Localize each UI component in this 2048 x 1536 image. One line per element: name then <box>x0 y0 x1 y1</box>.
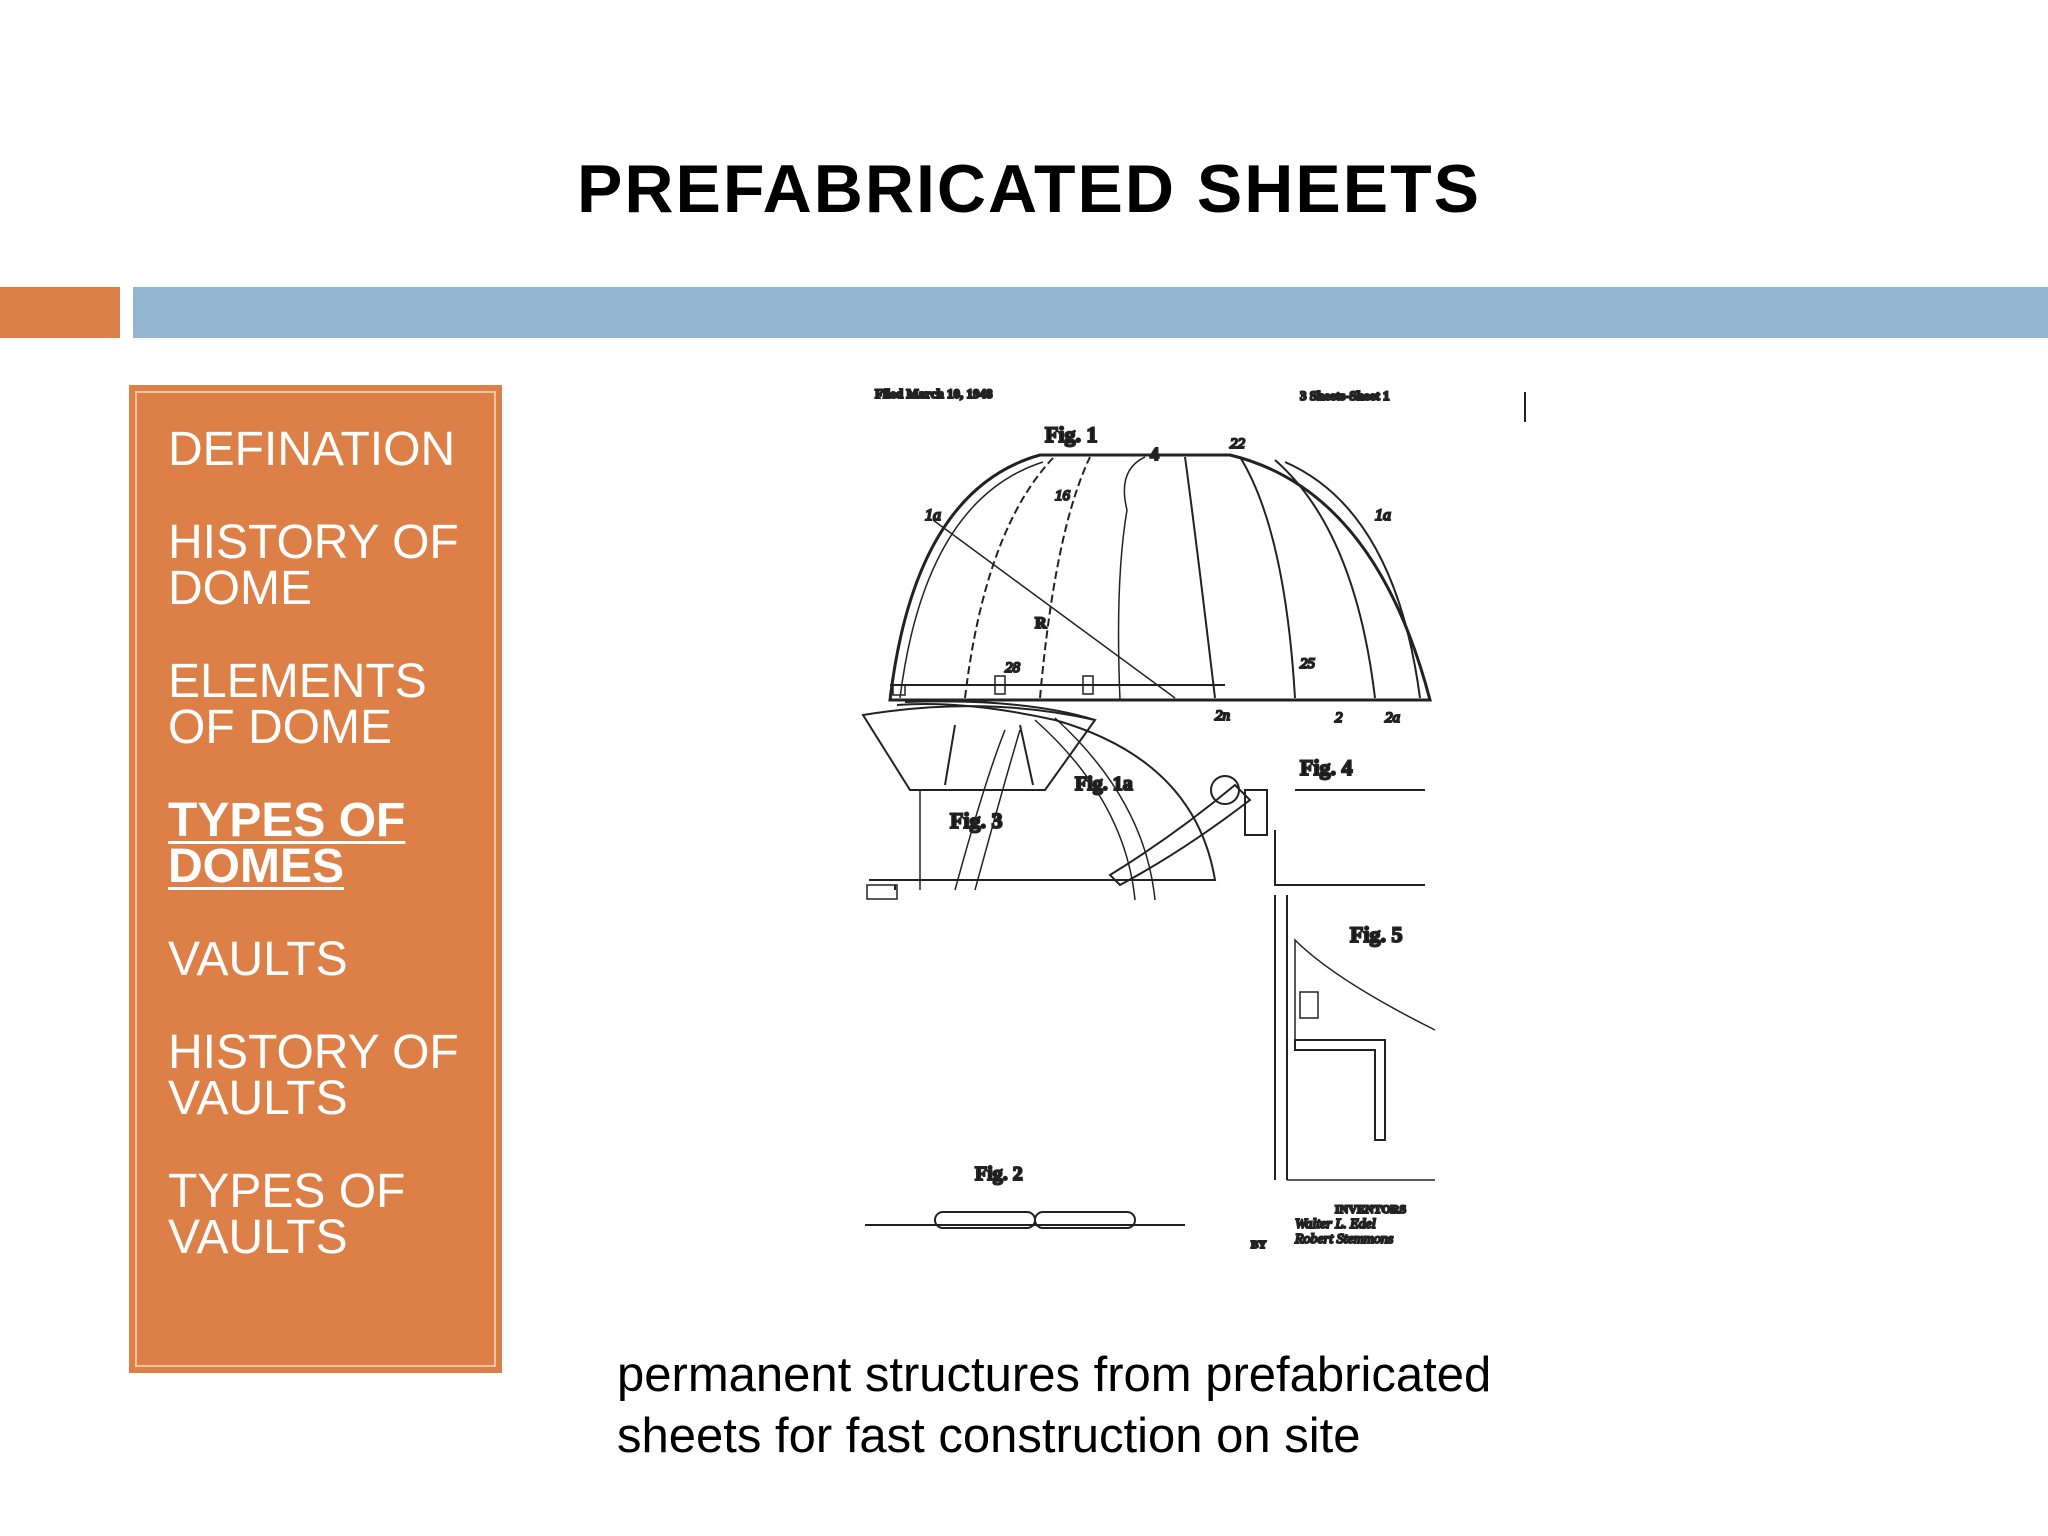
ref-number: 1a <box>1375 507 1391 524</box>
nav-item-defination[interactable] <box>168 423 488 476</box>
fig1-dome-elevation <box>890 455 1430 700</box>
ref-number: 28 <box>1005 660 1020 676</box>
slide-caption <box>617 1345 1597 1467</box>
fig1a-section <box>863 706 1095 790</box>
nav-item-label: OF DOME <box>168 701 392 754</box>
fig5-label: Fig. 5 <box>1350 922 1403 947</box>
ref-number: R <box>1035 615 1047 632</box>
ref-number: 22 <box>1230 436 1245 452</box>
nav-item-vaults[interactable] <box>168 933 488 986</box>
nav-item-label: HISTORY OF <box>168 1026 459 1079</box>
fig1a-label: Fig. 1a <box>1075 773 1133 795</box>
nav-item-label: VAULTS <box>168 933 348 986</box>
patent-header-right: 3 Sheets-Sheet 1 <box>1300 388 1390 403</box>
sidebar-nav <box>168 423 488 1308</box>
sidebar-nav-panel <box>131 387 500 1371</box>
nav-item-types-of-domes[interactable] <box>168 794 488 893</box>
inventor-2: Robert Stemmons <box>1295 1232 1394 1247</box>
nav-item-label: TYPES OF <box>168 794 406 847</box>
fig4-detail <box>1110 776 1425 885</box>
ref-number: 16 <box>1055 488 1070 504</box>
inventors-label: INVENTORS <box>1335 1202 1407 1216</box>
nav-item-label: DOMES <box>168 840 345 893</box>
fig3-label: Fig. 3 <box>950 808 1003 833</box>
ref-number: 2n <box>1215 708 1230 724</box>
ref-number: 4 <box>1150 444 1159 464</box>
inventor-1: Walter L. Edel <box>1295 1217 1376 1232</box>
ref-number: 1a <box>925 507 941 524</box>
caption-line-2: sheets for fast construction on site <box>617 1409 1361 1463</box>
nav-item-label: DOME <box>168 562 312 615</box>
nav-item-label: HISTORY OF <box>168 516 459 569</box>
patent-header-left: Filed March 10, 1948 <box>875 386 993 401</box>
nav-item-history-of-vaults[interactable] <box>168 1026 488 1125</box>
nav-item-label: VAULTS <box>168 1072 348 1125</box>
nav-item-elements-of-dome[interactable] <box>168 655 488 754</box>
fig1-label: Fig. 1 <box>1045 422 1098 447</box>
nav-item-history-of-dome[interactable] <box>168 516 488 615</box>
fig2-detail <box>865 1212 1185 1228</box>
patent-drawing <box>855 380 1535 1260</box>
fig4-label: Fig. 4 <box>1300 755 1353 780</box>
fig2-label: Fig. 2 <box>975 1163 1023 1185</box>
ref-number: 25 <box>1300 656 1315 672</box>
nav-item-types-of-vaults[interactable] <box>168 1165 488 1264</box>
fig3-detail <box>867 701 1215 900</box>
nav-item-label: ELEMENTS <box>168 655 427 708</box>
ref-number: 2a <box>1385 710 1400 726</box>
caption-line-1: permanent structures from prefabricated <box>617 1348 1492 1402</box>
ref-number: 2 <box>1335 710 1343 726</box>
slide-title: PREFABRICATED SHEETS <box>577 151 1481 227</box>
nav-item-label: DEFINATION <box>168 423 456 476</box>
nav-item-label: TYPES OF <box>168 1165 406 1218</box>
accent-bar-blue <box>133 287 2048 338</box>
nav-item-label: VAULTS <box>168 1211 348 1264</box>
by-label: BY <box>1251 1239 1267 1251</box>
accent-bar-orange <box>0 287 120 338</box>
